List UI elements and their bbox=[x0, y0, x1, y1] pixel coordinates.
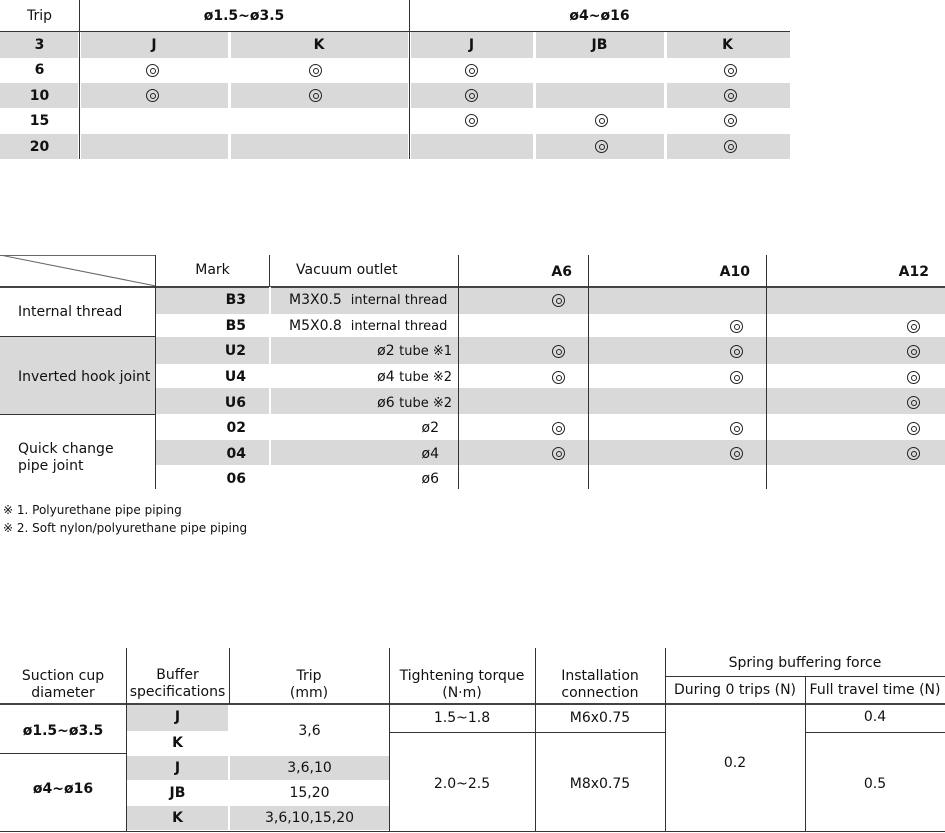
group-internal-thread: Internal thread bbox=[18, 304, 123, 320]
a12-header: A12 bbox=[898, 264, 929, 280]
cup-diameter-cell: ø4~ø16 bbox=[32, 781, 94, 797]
mark-cell: U2 bbox=[224, 343, 246, 359]
col-header-k: K bbox=[313, 37, 325, 53]
double-circle-icon bbox=[465, 114, 478, 127]
double-circle-icon bbox=[552, 371, 565, 384]
trip-value-cell: 10 bbox=[29, 88, 50, 104]
double-circle-icon bbox=[724, 89, 737, 102]
mark-header: Mark bbox=[195, 262, 230, 278]
trip-cell: 3,6 bbox=[298, 723, 321, 739]
buffer-spec-header: specifications bbox=[129, 684, 226, 700]
mark-cell: U4 bbox=[224, 369, 246, 385]
spring-zero-trip-cell: 0.2 bbox=[723, 755, 747, 771]
row-shade bbox=[0, 83, 790, 108]
double-circle-icon bbox=[552, 422, 565, 435]
group-quick-change: Quick change bbox=[18, 441, 114, 457]
outlet-cell: ø4 bbox=[421, 446, 439, 462]
trip-header: Trip bbox=[296, 668, 322, 684]
trip-value-cell: 3 bbox=[34, 37, 45, 53]
mark-cell: B3 bbox=[225, 292, 246, 308]
double-circle-icon bbox=[552, 447, 565, 460]
double-circle-icon bbox=[907, 396, 920, 409]
cup-diameter-cell: ø1.5~ø3.5 bbox=[22, 723, 104, 739]
group-inverted-hook: Inverted hook joint bbox=[18, 369, 151, 385]
double-circle-icon bbox=[730, 371, 743, 384]
trip-value-cell: 15 bbox=[29, 113, 50, 129]
group-header-small: ø1.5~ø3.5 bbox=[203, 8, 285, 24]
double-circle-icon bbox=[552, 294, 565, 307]
double-circle-icon bbox=[730, 447, 743, 460]
outlet-cell: ø2 tube ※1 bbox=[377, 343, 452, 359]
installation-cell: M8x0.75 bbox=[569, 776, 631, 792]
trip-unit: (mm) bbox=[289, 685, 329, 701]
spring-zero-trip-header: During 0 trips (N) bbox=[673, 682, 797, 698]
footnote-1: ※ 1. Polyurethane pipe piping bbox=[3, 503, 182, 517]
mark-cell: U6 bbox=[224, 395, 246, 411]
double-circle-icon bbox=[146, 64, 159, 77]
double-circle-icon bbox=[907, 447, 920, 460]
cup-diameter-header: Suction cup bbox=[21, 668, 105, 684]
a6-header: A6 bbox=[551, 264, 572, 280]
double-circle-icon bbox=[730, 345, 743, 358]
cup-diameter-header: diameter bbox=[31, 685, 95, 701]
installation-cell: M6x0.75 bbox=[569, 710, 631, 726]
col-header-k: K bbox=[722, 37, 733, 53]
mark-cell: 04 bbox=[226, 446, 246, 462]
buffer-spec-header: Buffer bbox=[156, 667, 199, 683]
double-circle-icon bbox=[730, 422, 743, 435]
trip-header: Trip bbox=[26, 8, 53, 24]
trip-cell: 3,6,10,15,20 bbox=[264, 810, 355, 826]
group-quick-change: pipe joint bbox=[18, 458, 84, 474]
torque-cell: 1.5~1.8 bbox=[433, 710, 491, 726]
vacuum-outlet-header: Vacuum outlet bbox=[296, 262, 398, 278]
outlet-cell: M3X0.5 internal thread bbox=[289, 292, 448, 308]
spring-force-header: Spring buffering force bbox=[728, 655, 882, 671]
outlet-cell: ø2 bbox=[421, 420, 439, 436]
double-circle-icon bbox=[309, 89, 322, 102]
torque-header: Tightening torque bbox=[399, 668, 525, 684]
trip-cell: 3,6,10 bbox=[287, 760, 332, 776]
spring-full-travel-cell: 0.5 bbox=[863, 776, 887, 792]
col-header-j: J bbox=[468, 37, 475, 53]
double-circle-icon bbox=[724, 140, 737, 153]
col-header-j: J bbox=[151, 37, 157, 53]
double-circle-icon bbox=[907, 422, 920, 435]
torque-unit: (N·m) bbox=[442, 685, 482, 701]
outlet-cell: ø6 tube ※2 bbox=[377, 395, 452, 411]
buffer-spec-cell: J bbox=[174, 709, 181, 725]
row-shade bbox=[0, 134, 790, 159]
spring-full-travel-cell: 0.4 bbox=[863, 709, 887, 725]
col-header-jb: JB bbox=[591, 37, 608, 53]
outlet-cell: ø6 bbox=[421, 471, 439, 487]
buffer-spec-cell: K bbox=[172, 735, 183, 751]
double-circle-icon bbox=[907, 345, 920, 358]
outlet-cell: M5X0.8 internal thread bbox=[289, 318, 448, 334]
group-header-large: ø4~ø16 bbox=[569, 8, 630, 24]
outlet-cell: ø4 tube ※2 bbox=[377, 369, 452, 385]
double-circle-icon bbox=[465, 64, 478, 77]
double-circle-icon bbox=[730, 320, 743, 333]
double-circle-icon bbox=[595, 114, 608, 127]
trip-value-cell: 20 bbox=[29, 139, 50, 155]
double-circle-icon bbox=[724, 64, 737, 77]
double-circle-icon bbox=[907, 320, 920, 333]
a10-header: A10 bbox=[719, 264, 750, 280]
buffer-spec-cell: JB bbox=[169, 785, 186, 801]
trip-value-cell: 6 bbox=[34, 62, 45, 78]
double-circle-icon bbox=[595, 140, 608, 153]
spring-full-travel-header: Full travel time (N) bbox=[809, 682, 941, 698]
row-shade bbox=[156, 287, 945, 314]
double-circle-icon bbox=[907, 371, 920, 384]
double-circle-icon bbox=[552, 345, 565, 358]
double-circle-icon bbox=[146, 89, 159, 102]
diagonal-divider bbox=[0, 255, 156, 287]
mark-cell: B5 bbox=[225, 318, 246, 334]
torque-cell: 2.0~2.5 bbox=[433, 776, 491, 792]
double-circle-icon bbox=[309, 64, 322, 77]
installation-header: Installation bbox=[561, 668, 639, 684]
buffer-spec-cell: J bbox=[174, 760, 181, 776]
mark-cell: 02 bbox=[226, 420, 246, 436]
mark-cell: 06 bbox=[226, 471, 246, 487]
double-circle-icon bbox=[465, 89, 478, 102]
double-circle-icon bbox=[724, 114, 737, 127]
trip-cell: 15,20 bbox=[289, 785, 330, 801]
footnote-2: ※ 2. Soft nylon/polyurethane pipe piping bbox=[3, 521, 248, 535]
buffer-spec-cell: K bbox=[172, 810, 183, 826]
installation-header: connection bbox=[561, 685, 639, 701]
